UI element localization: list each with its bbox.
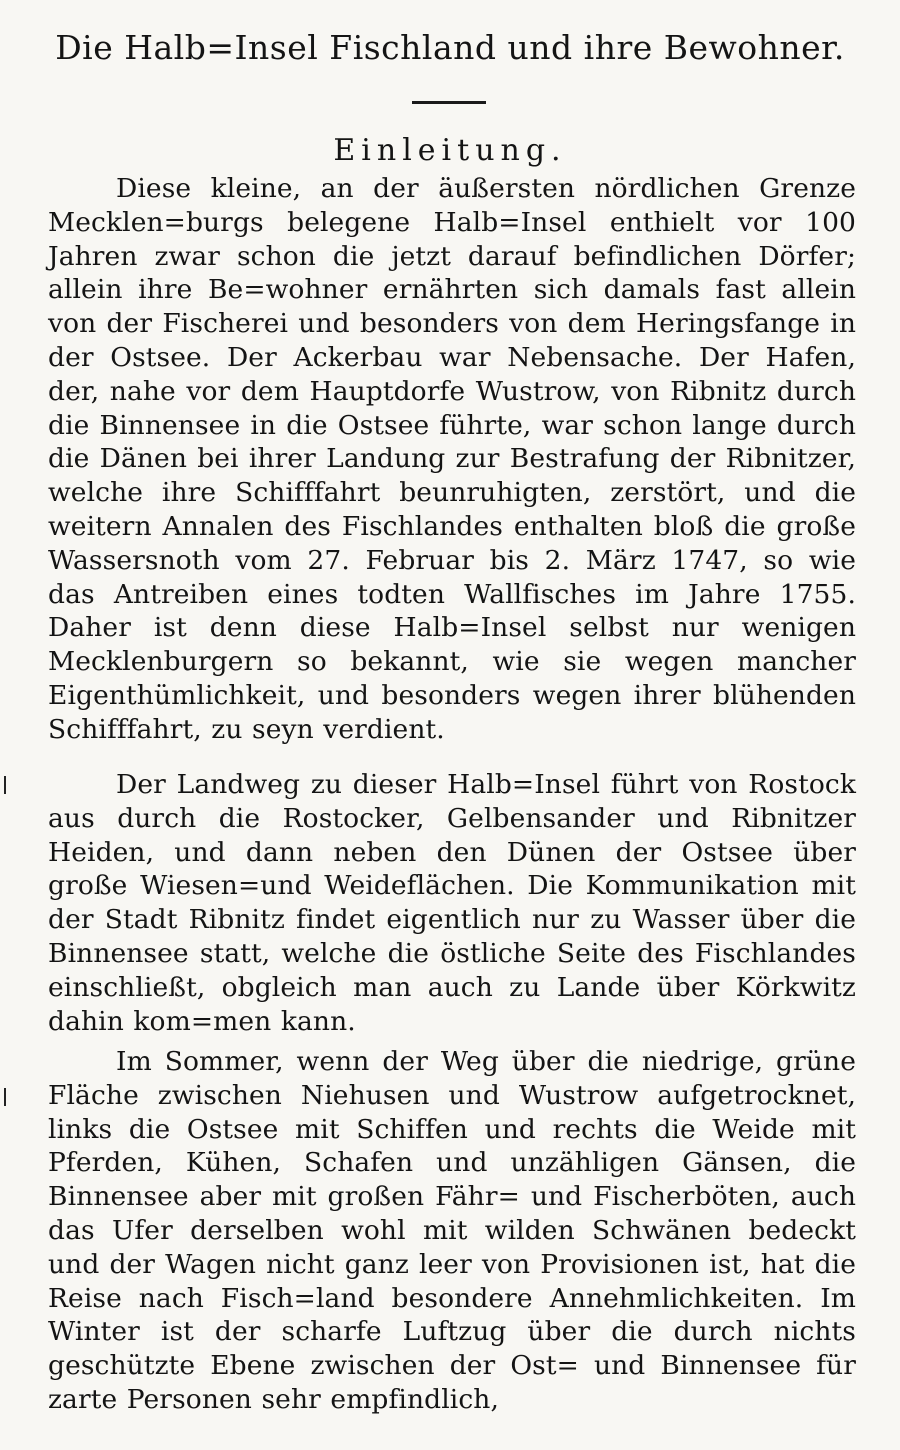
title-rule <box>412 101 486 104</box>
paragraph-2: Der Landweg zu dieser Halb=Insel führt von Rostock aus durch die Rostocker, Gelbensander und Ribnitzer Heiden, und dann neben den Dünen der Ostsee über große Wiesen=und Weideflächen. Die Kommunikation mit der Stadt Ribnitz findet eigentlich nur zu Wasser über die Binnensee statt, welche die östliche Seite des Fischlandes einschließt, obgleich man auch zu Lande über Körkwitz dahin kom=men kann. <box>48 769 856 1037</box>
paragraph-1: Diese kleine, an der äußersten nördlichen Grenze Mecklen=burgs belegene Halb=Insel enthielt vor 100 Jahren zwar schon die jetzt darauf befindlichen Dörfer; allein ihre Be=wohner ernährten sich damals fast allein von der Fischerei und besonders von dem Heringsfange in der Ostsee. Der Ackerbau war Nebensache. Der Hafen, der, nahe vor dem Hauptdorfe Wustrow, von Ribnitz durch die Binnensee in die Ostsee führte, war schon lange durch die Dänen bei ihrer Landung zur Bestrafung der Ribnitzer, welche ihre Schifffahrt beunruhigten, zerstört, und die weitern Annalen des Fischlandes enthalten bloß die große Wassersnoth vom 27. Februar bis 2. März 1747, so wie das Antreiben eines todten Wallfisches im Jahre 1755. Daher ist denn diese Halb=Insel selbst nur wenigen Mecklenburgern so bekannt, wie sie wegen mancher Eigenthümlichkeit, und besonders wegen ihrer blühenden Schifffahrt, zu seyn verdient. <box>48 173 856 745</box>
paragraph-3: Im Sommer, wenn der Weg über die niedrige, grüne Fläche zwischen Niehusen und Wustrow aufgetrocknet, links die Ostsee mit Schiffen und rechts die Weide mit Pferden, Kühen, Schafen und unzähligen Gänsen, die Binnensee aber mit großen Fähr= und Fischerböten, auch das Ufer derselben wohl mit wilden Schwänen bedeckt und der Wagen nicht ganz leer von Provisionen ist, hat die Reise nach Fisch=land besondere Annehmlichkeiten. Im Winter ist der scharfe Luftzug über die durch nichts geschützte Ebene zwischen der Ost= und Binnensee für zarte Personen sehr empfindlich, <box>48 1046 856 1415</box>
page-title: Die Halb=Insel Fischland und ihre Bewohner. <box>55 28 845 67</box>
section-heading: Einleitung. <box>333 133 567 168</box>
margin-mark <box>4 776 12 794</box>
margin-mark <box>4 1088 12 1106</box>
